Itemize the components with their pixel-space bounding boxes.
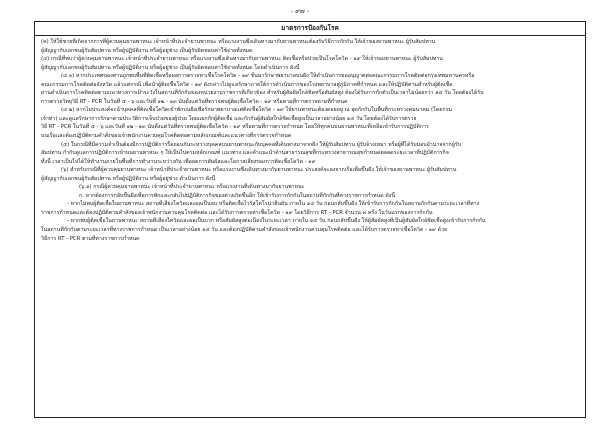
paragraph-line: ทั้งนี้ เวลาเป็นไปได้ให้ทำงานภายในพื้นที่การทำงานระหว่างกัน เพื่อลดการสัมผัสและโอกาสเสี่ยงของการติดเชื้อโควิด - ๑๙ (41, 158, 316, 165)
paragraph-line: - หากพบผู้ติดเชื้อในยานพาหนะ สถานที่เสี่ยงโควิดและผลเป็นบวก หรือสัมผัสสูงต่อเนื่องในระยะเวลา ภายใน ๑๔ วัน ก่อนกลับขึ้นฝั่ง ให้ผู้สัมผัสสูงที่เป็นผู้สัมผัสใกล้ชิดเชื้อสูงเข้ารับการกักกัน (67, 218, 486, 225)
paragraph-line: ผู้สัญญากับเอกชนผู้รับสัมปทาน หรือผู้ปฏิบัติงาน หรือผู้อยู่ช่วง ดำเนินการ ดังนี้ (41, 175, 216, 182)
paragraph-line: (๔.๑) หากประเทศของท่านถูกพบพื้นที่ติดเชื้อหรือผลการตรวจหาเชื้อโรคโควิด - ๑๙ ขั้นมารักษาพยาบาลบนฝั่ง ให้ดำเนินการขออนุญาตต่อคณะกรรมการโรคติดต่อกรุงเทพมหานครหรือ (61, 73, 475, 80)
page-number: - ๙๗ - (290, 7, 310, 15)
table-header: มาตรการป้องกันโรค (35, 22, 585, 36)
paragraph-line: (๔) กรณีที่พบว่าผู้ควบคุมยานพาหนะ เจ้าหน้าที่ประจำยานพาหนะ หรือแรงงานซึ่งเดินทางมากับยานพาหนะ ติดเชื้อหรือป่วยเป็นโรคโควิด - ๑๙ ให้เจ้าของยานพาหนะ ผู้รับสัมปทาน (41, 56, 443, 63)
paragraph-line: สัมปทาน กำกับดูแลการปฏิบัติการเข้าบนยานพาหนะ ๆ ให้เป็นไปตามหลักเกณฑ์ แนวทาง และคำแนะนำด้านสาธารณสุขที่กระทรวงสาธารณสุขกำหนดตลอดระยะเวลาที่ปฏิบัติการกิจ (41, 150, 449, 157)
paragraph-line: ผ่านดำเนินการโรคติดต่อตามแนวทางการเฝ้าระวังในสถานที่กักกันของหน่วยงานราชการที่เกี่ยวข้อง สำหรับผู้สัมผัสใกล้ชิดหรือสัมผัสสูง ต้องได้รับการกักตัวเป็นเวลาไม่น้อยกว่า ๑๔ วัน โดยต้องได้รับ (41, 90, 484, 97)
paragraph-line: การตรวจวิทยุวิธี RT - PCR ในวันที่ ๕ - ๖ และวันที่ ๑๒ - ๑๓ นับตั้งแต่วันที่ตรวจพบผู้ติดเชื้อโควิด - ๑๙ หรือตามที่การตรวจตามที่กำหนด (41, 98, 348, 105)
paragraph-line: (๖.๑) กรณีผู้ควบคุมยานพาหนะ เจ้าหน้าที่ประจำยานพาหนะ หรือแรงงานที่เดินทางมากับยานพาหนะ (79, 184, 305, 191)
paragraph-line: ผู้สัญญากับเอกชนผู้รับสัมปทาน หรือผู้ปฏิบัติงาน หรือผู้อยู่ช่วง เป็นผู้รับผิดชอบค่าใช้จ่ายทั้งหมด (41, 47, 253, 54)
paragraph-line: ก. หากต้องการกลับขึ้นฝั่งเพื่อการพักและกลับไปปฏิบัติการกิจของต่างเกิดขึ้นอีก ให้เข้ารับการกักกันในสถานที่กักกันที่ทางราชการกำหนด ดังนี้ (79, 192, 395, 199)
paragraph-line: (๕) ในกรณีที่มีความจำเป็นต้องมีการปฏิบัติการรื้อถอนกันระหว่างบุคคลบนยานพาหนะกับบุคคลที่เดินทางมาจากฝั่ง ให้ผู้รับสัมปทาน ผู้รับจ้างเหมา หรือผู้ที่ได้รับมอบอำนาจจากผู้รับ (61, 141, 462, 148)
paragraph-line: - หากไม่พบผู้ติดเชื้อในยานพาหนะ สถานที่เสี่ยงโควิดและผลเป็นลบ หรือติดเชื้อไวรัสโคโรน่ายืนยัน ภายใน ๑๔ วัน ก่อนกลับขึ้นฝั่ง ให้เข้ารับการกักกันในสถานกักกันตามระยะเวลาที่ทาง (67, 201, 480, 208)
paragraph-line: ผู้สัญญากับเอกชนผู้รับสัมปทาน หรือผู้ปฏิบัติงาน หรือผู้อยู่ช่วง เป็นผู้รับผิดชอบค่าใช้จ่ายทั้งหมด โดยดำเนินการ ดังนี้ (41, 64, 300, 71)
paragraph-line: คณะกรรมการโรคติดต่อจังหวัด แล้วแต่กรณี เพื่อนำผู้ติดเชื้อโควิด - ๑๙ ดังกล่าวไปดูแลรักษาภายใต้การดำเนินการของโรงพยาบาลสู่ภูมิภาคที่กำหนด และให้ปฏิบัติตามสำหรับผู้ติดเชื้อ (41, 81, 453, 88)
table-body (35, 36, 585, 243)
paragraph-line: (๔.๒) หากไม่ประสงค์จะนำบุคคลที่ติดเชื้อโควิดเข้าพักบนฝั่งเพื่อรักษาพยาบาลแต่ติดเชื้อโควิด - ๑๙ ให้ยานพาหนะต้องดอยอยู่ ณ จุดกักกันในพื้นที่กระทรวงคมนาคม (โดยกรม (61, 107, 452, 114)
paragraph-line: วิธี RT - PCR ในวันที่ ๕ - ๖ และวันที่ ๑๒ - ๑๓ นับตั้งแต่วันที่ตรวจพบผู้ติดเชื้อโควิด - ๑๙ หรือตามที่การตรวจกำหนด โดยให้ทุกคนบนยานพาหนะที่เหลือเข้ารับการปฏิบัติการ (41, 124, 429, 131)
paragraph-line: (ค) ให้ใช้ชายที่เกิดจากการที่ผู้ควบคุมยานพาหนะ เจ้าหน้าที่ประจำยานพาหนะ หรือแรงงานซึ่งเดินทางมากับยานพาหนะต้องรับวิธีการกักกัน ให้เจ้าของยานพาหนะ ผู้รับสัมปทาน (41, 39, 436, 45)
paragraph-line: ในสถานที่กักกันตามระยะเวลาที่ทางราชการกำหนด เป็นเวลาอย่างน้อย ๑๔ วัน และต้องปฏิบัติตามคำสั่งของเจ้าพนักงานควบคุมโรคติดต่อ และได้รับการตรวจหาเชื้อโควิด - ๑๙ ด้วย (41, 227, 448, 234)
paragraph-line: เจ้าท่า) และดูแลรักษาการรักษาตามประวัติการเจ็บป่วยของผู้ป่วย โดยแยกกักผู้ติดเชื้อ และกักกันผู้สัมผัสใกล้ชิดเชื้อสูงเป็นเวลาอย่างน้อย ๑๔ วัน โดยต้องได้รับการตรวจ (41, 115, 417, 122)
paragraph-line: ราชการกำหนดและต้องปฏิบัติตามคำสั่งของเจ้าพนักงานควบคุมโรคติดต่อ และได้รับการตรวจหาเชื้อโควิด - ๑๙ โดยวิธีการ RT - PCR จำนวน ๓ ครั้ง ในวันแรกของการกักกัน (41, 209, 433, 216)
paragraph-line: วิธีการ RT - PCR ตามที่ทางราชการกำหนด (41, 235, 140, 242)
paragraph-line: บนเรือและต้องปฏิบัติตามคำสั่งของเจ้าพนักงานควบคุมโรคติดต่อตามหลักเกณฑ์และแนวทางที่การตรวจกำหนด (41, 133, 292, 140)
paragraph-line: (๖) สำหรับกรณีที่ผู้ควบคุมยานพาหนะ เจ้าหน้าที่ประจำยานพาหนะ หรือแรงงานซึ่งเดินทางมากับยานพาหนะ ประสงค์จะลงจากเรือเพื่อขึ้นฝั่ง ให้เจ้าของยานพาหนะ ผู้รับสัมปทาน (61, 167, 457, 174)
measures-table (34, 21, 586, 418)
